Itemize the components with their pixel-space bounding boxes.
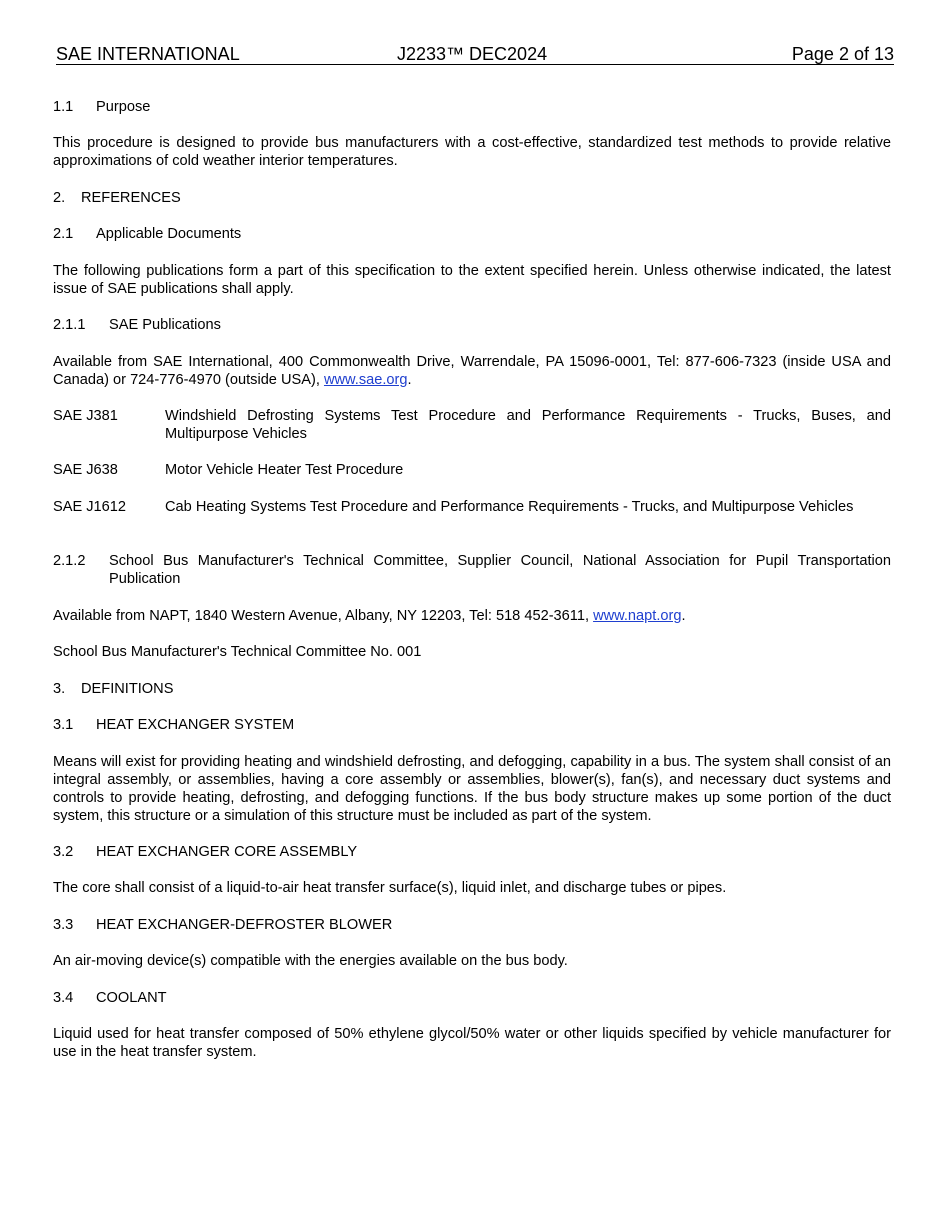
- header-org: SAE INTERNATIONAL: [56, 44, 240, 64]
- section-title: SAE Publications: [109, 317, 221, 333]
- section-number: 3.4: [53, 990, 74, 1006]
- section-3-3-body: An air-moving device(s) compatible with the energies available on the bus body.: [53, 953, 568, 969]
- section-title: COOLANT: [96, 990, 167, 1006]
- section-title: DEFINITIONS: [81, 681, 174, 697]
- section-3-2-heading: [53, 843, 891, 861]
- section-title: School Bus Manufacturer's Technical Committee, Supplier Council, National Association for Pupil Transportation Publication: [109, 553, 891, 587]
- section-title: HEAT EXCHANGER SYSTEM: [96, 717, 295, 733]
- sentence-end: .: [681, 608, 686, 624]
- section-3-4-heading: [53, 989, 891, 1007]
- napt-availability-body: Available from NAPT, 1840 Western Avenue, Albany, NY 12203, Tel: 518 452-3611,: [53, 608, 594, 624]
- sae-availability-body: Available from SAE International, 400 Commonwealth Drive, Warrendale, PA 15096-0001, Tel: 877-606-7323 (inside USA and Canada) or 724-776-4970 (outside USA),: [53, 354, 891, 388]
- section-number: 2.1.2: [53, 553, 86, 569]
- section-2-1-1-heading: [53, 316, 891, 334]
- section-title: HEAT EXCHANGER-DEFROSTER BLOWER: [96, 917, 393, 933]
- section-2-1-heading: [53, 225, 891, 243]
- section-2-heading: [53, 189, 891, 207]
- section-3-1-heading: [53, 716, 891, 734]
- section-number: 2.1.1: [53, 317, 86, 333]
- reference-title: Cab Heating Systems Test Procedure and Performance Requirements - Trucks, and Multipurpose Vehicles: [165, 499, 854, 515]
- reference-code: SAE J638: [53, 462, 118, 478]
- section-number: 2.: [53, 190, 66, 206]
- section-title: REFERENCES: [81, 190, 181, 206]
- reference-title: Windshield Defrosting Systems Test Procedure and Performance Requirements - Trucks, Buses, and Multipurpose Vehicles: [165, 408, 891, 442]
- sae-website-link[interactable]: www.sae.org: [323, 372, 408, 388]
- page-header: [56, 44, 894, 65]
- section-1-1-heading: [53, 98, 891, 116]
- committee-reference: School Bus Manufacturer's Technical Committee No. 001: [53, 644, 422, 660]
- header-doc-id: J2233™ DEC2024: [397, 44, 548, 64]
- section-number: 2.1: [53, 226, 74, 242]
- section-number: 3.: [53, 681, 66, 697]
- sae-availability-text: [53, 353, 891, 389]
- section-3-2-body: The core shall consist of a liquid-to-air heat transfer surface(s), liquid inlet, and discharge tubes or pipes.: [53, 880, 727, 896]
- reference-title: Motor Vehicle Heater Test Procedure: [165, 462, 404, 478]
- section-number: 1.1: [53, 99, 74, 115]
- header-page-number: Page 2 of 13: [791, 44, 894, 64]
- section-title: Purpose: [96, 99, 151, 115]
- sentence-end: .: [407, 372, 412, 388]
- section-number: 3.2: [53, 844, 74, 860]
- section-title: HEAT EXCHANGER CORE ASSEMBLY: [96, 844, 358, 860]
- section-3-heading: [53, 680, 891, 698]
- section-number: 3.1: [53, 717, 74, 733]
- section-2-1-body: The following publications form a part of this specification to the extent specified herein. Unless otherwise indicated, the latest issue of SAE publications shall apply.: [53, 263, 891, 297]
- napt-availability-text: [53, 607, 891, 625]
- section-3-4-body: Liquid used for heat transfer composed of 50% ethylene glycol/50% water or other liquids specified by vehicle manufacturer for use in the heat transfer system.: [53, 1026, 891, 1060]
- section-title: Applicable Documents: [96, 226, 242, 242]
- section-3-3-heading: [53, 916, 891, 934]
- section-number: 3.3: [53, 917, 74, 933]
- section-3-1-body: Means will exist for providing heating and windshield defrosting, and defogging, capability in a bus. The system shall consist of an integral assembly, or assemblies, having a core assembly or assemblies, blower(s), fan(s), and necessary duct systems and controls to provide heating, defrosting, and defogging functions. If the bus body structure makes up some portion of the duct system, this structure or a simulation of this structure must be included as part of the system.: [53, 754, 891, 824]
- napt-website-link[interactable]: www.napt.org: [593, 608, 682, 624]
- reference-code: SAE J1612: [53, 499, 127, 515]
- section-1-1-body: This procedure is designed to provide bus manufacturers with a cost-effective, standardized test methods to provide relative approximations of cold weather interior temperatures.: [53, 135, 891, 169]
- reference-code: SAE J381: [53, 408, 118, 424]
